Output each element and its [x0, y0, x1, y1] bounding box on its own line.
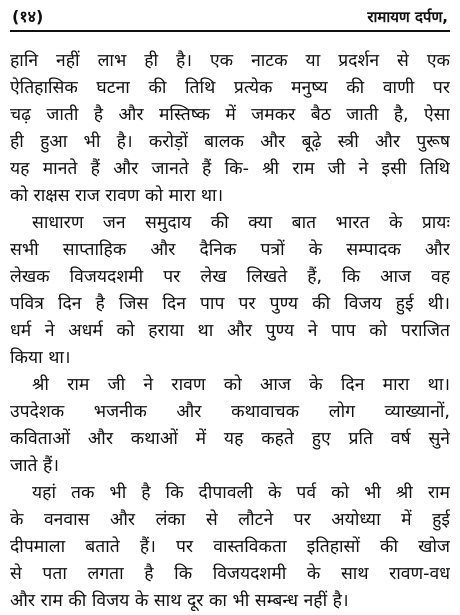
text-line: उपदेशक भजनीक और कथावाचक लोग व्याख्यानों, — [10, 402, 450, 422]
text-line: चढ़ जाती है और मस्तिष्क में जमकर बैठ जाती है, ऐसा — [10, 105, 450, 125]
text-line: दीपमाला बताते हैं। पर वास्तविकता इतिहासों की खोज — [10, 537, 450, 557]
paragraph — [10, 210, 450, 372]
text-line: श्री राम जी ने रावण को आज के दिन मारा था। — [32, 375, 450, 395]
text-line: और राम की विजय के साथ दूर का भी सम्बन्ध नहीं है। — [10, 591, 349, 611]
text-line: कविताओं और कथाओं में यह कहते हुए प्रति वर्ष सुने — [10, 429, 450, 449]
text-line: साधारण जन समुदाय की क्या बात भारत के प्रायः — [32, 213, 450, 233]
running-title: रामायण दर्पण, — [367, 8, 448, 26]
paragraph — [10, 480, 450, 615]
text-line: यह मानते हैं और जानते हैं कि- श्री राम जी ने इसी तिथि — [10, 159, 450, 179]
body-text — [10, 48, 450, 615]
header-rule — [10, 30, 450, 32]
text-line: यहां तक भी है कि दीपावली के पर्व को भी श्री राम — [32, 483, 450, 503]
text-line: पवित्र दिन है जिस दिन पाप पर पुण्य की विजय हुई थी। — [10, 294, 450, 314]
text-line: धर्म ने अधर्म को हराया था और पुण्य ने पाप को पराजित — [10, 321, 450, 341]
page-number: (१४) — [12, 7, 44, 26]
paragraph — [10, 48, 450, 210]
text-line: हानि नहीं लाभ ही है। एक नाटक या प्रदर्शन से एक — [10, 51, 450, 71]
text-line: ही हुआ भी है। करोड़ों बालक और बूढ़े स्त्री और पुरूष — [10, 132, 450, 152]
text-line: जाते हैं। — [10, 456, 59, 476]
text-line: ऐतिहासिक घटना की तिथि प्रत्येक मनुष्य की वाणी पर — [10, 78, 450, 98]
text-line: से पता लगता है कि विजयदशमी के साथ रावण-वध — [10, 564, 450, 584]
text-line: सभी साप्ताहिक और दैनिक पत्रों के सम्पादक और — [10, 240, 450, 260]
text-line: को राक्षस राज रावण को मारा था। — [10, 186, 224, 206]
text-line: किया था। — [10, 348, 71, 368]
text-line: लेखक विजयदशमी पर लेख लिखते हैं, कि आज वह — [10, 267, 450, 287]
text-line: के वनवास और लंका से लौटने पर अयोध्या में हुई — [10, 510, 450, 530]
paragraph — [10, 372, 450, 480]
page-header — [10, 6, 450, 34]
